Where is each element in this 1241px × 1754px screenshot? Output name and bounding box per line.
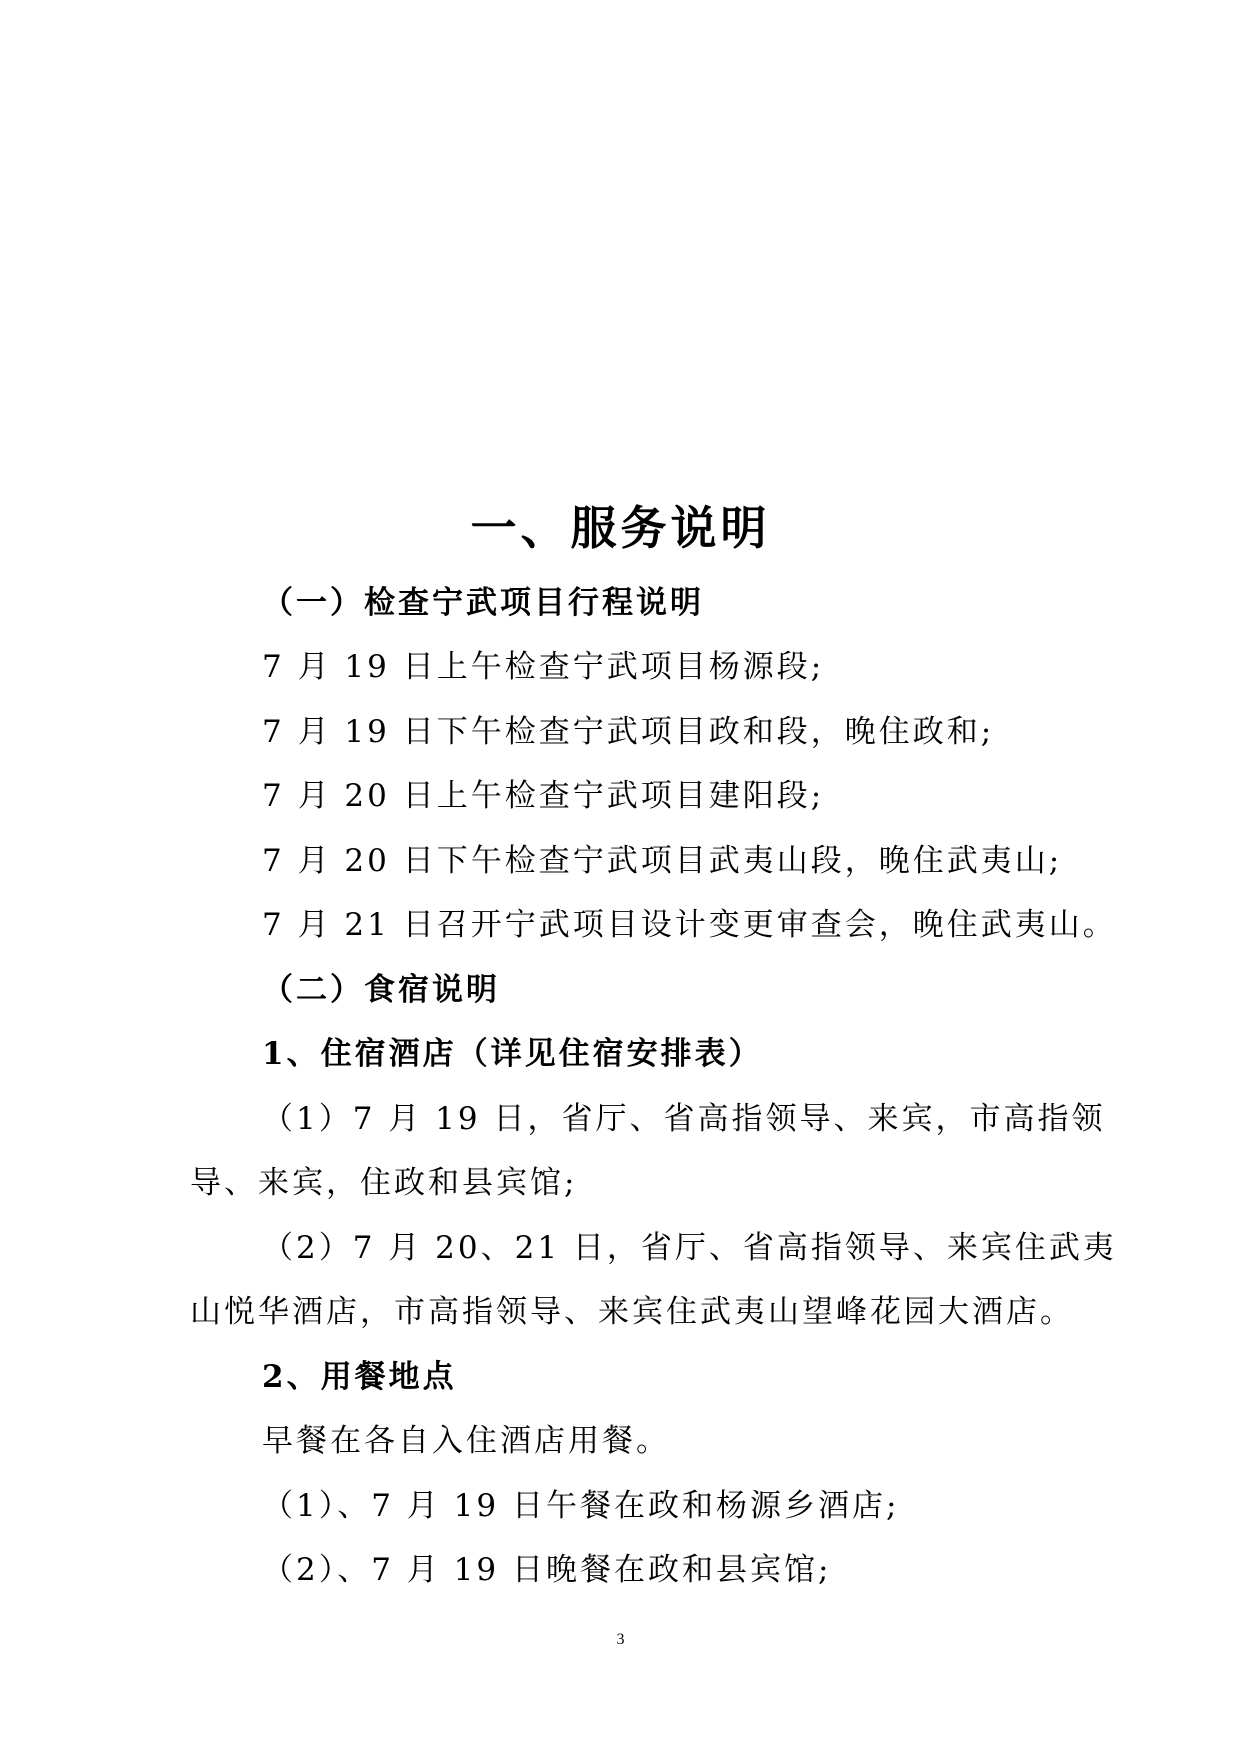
dining-item: （1）、7 月 19 日午餐在政和杨源乡酒店;: [262, 1488, 900, 1524]
breakfast-note: 早餐在各自入住酒店用餐。: [262, 1423, 670, 1459]
subheading-dining: 2、用餐地点: [262, 1359, 457, 1395]
itinerary-item: 7 月 21 日召开宁武项目设计变更审查会，晚住武夷山。: [262, 907, 1117, 943]
hotel-paragraph-line: （2）7 月 20、21 日，省厅、省高指领导、来宾住武夷: [262, 1230, 1117, 1266]
page-number: 3: [616, 1631, 625, 1648]
section-heading-itinerary: （一）检查宁武项目行程说明: [262, 585, 704, 621]
hotel-paragraph-line: 导、来宾，住政和县宾馆;: [190, 1165, 578, 1201]
hotel-paragraph-line: 山悦华酒店，市高指领导、来宾住武夷山望峰花园大酒店。: [190, 1294, 1074, 1330]
page-title: 一、服务说明: [470, 501, 771, 555]
itinerary-item: 7 月 19 日上午检查宁武项目杨源段;: [262, 649, 825, 685]
subheading-hotels: 1、住宿酒店（详见住宿安排表）: [262, 1036, 763, 1072]
section-heading-food-lodging: （二）食宿说明: [262, 972, 500, 1008]
dining-item: （2）、7 月 19 日晚餐在政和县宾馆;: [262, 1552, 832, 1588]
hotel-paragraph-line: （1）7 月 19 日，省厅、省高指领导、来宾，市高指领: [262, 1101, 1106, 1137]
itinerary-item: 7 月 19 日下午检查宁武项目政和段，晚住政和;: [262, 714, 995, 750]
itinerary-item: 7 月 20 日下午检查宁武项目武夷山段，晚住武夷山;: [262, 843, 1063, 879]
itinerary-item: 7 月 20 日上午检查宁武项目建阳段;: [262, 778, 825, 814]
